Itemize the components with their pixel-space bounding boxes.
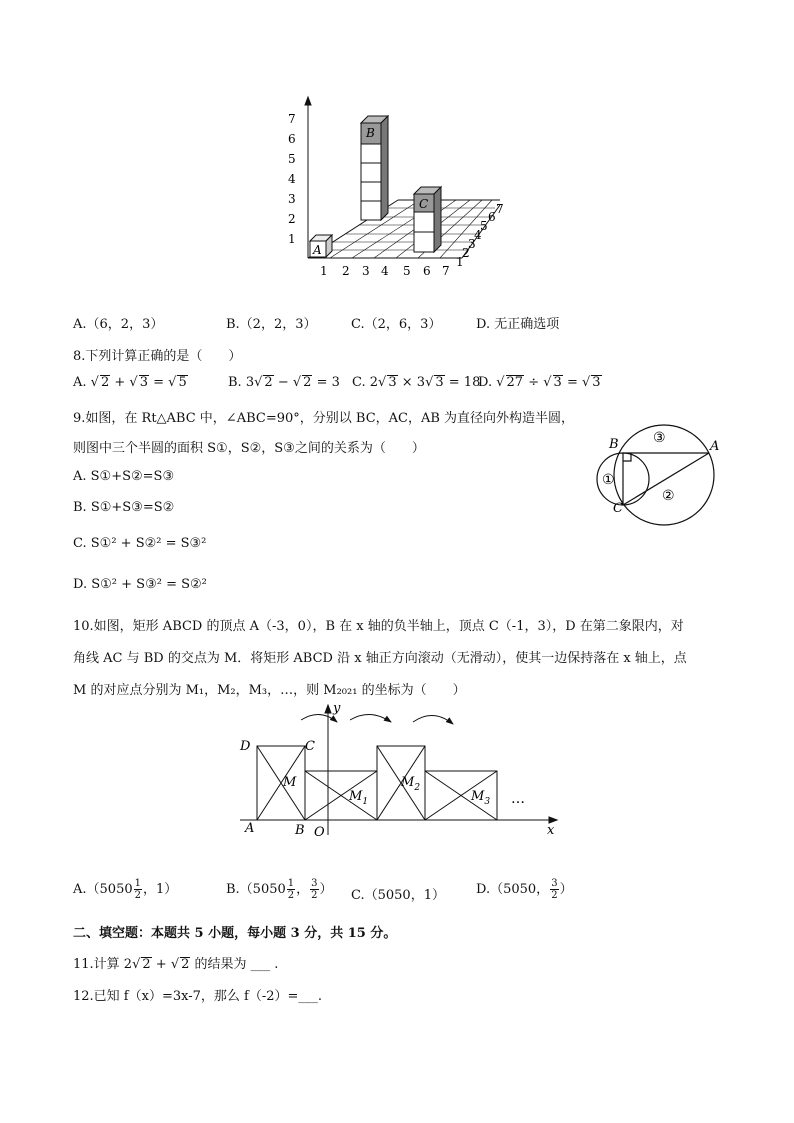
section-2-heading: 二、填空题：本题共 5 小题，每小题 3 分，共 15 分。 xyxy=(73,926,397,941)
d-tick-2: 2 xyxy=(462,246,470,260)
d-tick-1: 1 xyxy=(456,255,464,269)
q11: 11.计算 2√ 2 + √ 2 的结果为 ___ . xyxy=(73,957,279,972)
fig10-label-b: B xyxy=(295,823,305,838)
q11-pre: 11.计算 2 xyxy=(73,957,133,972)
q11-sqrt2a: 2 xyxy=(142,957,151,972)
q8-a-sqrt2: 2 xyxy=(100,375,110,390)
q8-option-a: A. √ 2 + √ 3 = √ 5 xyxy=(73,375,187,390)
x-tick-6: 6 xyxy=(423,264,431,278)
q10-option-b xyxy=(226,878,333,901)
q8-b-minus: − xyxy=(277,375,293,390)
fig10-label-c: C xyxy=(305,739,315,754)
q8-stem: 8.下列计算正确的是（ ） xyxy=(73,349,242,364)
q10-b-pre: B.（5050 xyxy=(226,882,286,897)
q9-d-label: D. xyxy=(73,577,88,592)
label-c: C xyxy=(419,197,429,211)
q10-b-num1: 1 xyxy=(287,878,295,889)
q8-d-label: D. xyxy=(478,375,493,390)
q8-b-expr: 3 xyxy=(245,375,255,390)
q8-d-div: ÷ xyxy=(528,375,544,390)
y-tick-2: 2 xyxy=(288,212,296,226)
q10-option-a xyxy=(73,878,177,901)
fig10-label-m3: $M_3$ xyxy=(471,789,491,807)
fig9-label-a: A xyxy=(710,439,720,454)
q8-b-res: = 3 xyxy=(316,375,340,390)
label-b: B xyxy=(366,126,375,140)
q10-d-num: 3 xyxy=(551,878,558,889)
q8-d-sqrt3b: 3 xyxy=(592,375,601,390)
y-tick-5: 5 xyxy=(288,152,296,166)
q8-c-label: C. xyxy=(352,375,366,390)
y-tick-3: 3 xyxy=(288,192,296,206)
q10-b-frac1 xyxy=(287,878,295,901)
q8-a-label: A. xyxy=(73,375,87,390)
d-tick-3: 3 xyxy=(468,237,476,251)
label-a: A xyxy=(313,243,322,257)
x-tick-2: 2 xyxy=(342,264,350,278)
d-tick-6: 6 xyxy=(488,210,496,224)
q10-b-mid: ， xyxy=(296,882,310,897)
q9-option-c xyxy=(73,536,206,551)
q10-option-c: C.（5050，1） xyxy=(351,888,445,903)
q9-d-expr: S①² + S③² = S②² xyxy=(91,577,207,592)
figure-3d-cubes xyxy=(280,95,520,285)
fig10-label-m: M xyxy=(283,775,297,790)
fig10-label-m1: $M_1$ xyxy=(349,789,369,807)
q8-d-sqrt27: 27 xyxy=(506,375,524,390)
q10-d-den: 2 xyxy=(551,890,558,901)
fig10-label-x: x xyxy=(547,823,555,838)
x-tick-4: 4 xyxy=(381,264,389,278)
q10-line3: M 的对应点分别为 M₁，M₂，M₃，…，则 M₂₀₂₁ 的坐标为（ ） xyxy=(73,683,466,698)
q9-option-d xyxy=(73,577,207,592)
q8-c-sqrt3a: 3 xyxy=(388,375,397,390)
q10-line2: 角线 AC 与 BD 的交点为 M．将矩形 ABCD 沿 x 轴正方向滚动（无滑动），使其一边保持落在 x 轴上，点 xyxy=(73,651,687,666)
q7-option-b: B.（2，2，3） xyxy=(226,317,317,332)
q9-line1: 9.如图，在 Rt△ABC 中，∠ABC=90°，分别以 BC，AC，AB 为直径向外构造半圆， xyxy=(73,411,575,426)
q10-d-frac xyxy=(550,878,558,901)
x-tick-3: 3 xyxy=(362,264,370,278)
q8-d-eq: = xyxy=(566,375,582,390)
q10-a-num: 1 xyxy=(134,878,141,889)
d-tick-4: 4 xyxy=(474,228,482,242)
q8-option-b: B. 3√ 2 − √ 2 = 3 xyxy=(228,375,340,390)
q10-d-pre: D.（5050， xyxy=(476,882,550,897)
fig9-label-b: B xyxy=(609,437,619,452)
q11-plus: + xyxy=(151,957,171,972)
figure-semicircles xyxy=(596,418,726,528)
q7-option-a: A.（6，2，3） xyxy=(73,317,164,332)
q11-sqrt2b: 2 xyxy=(181,957,190,972)
q10-d-post: ） xyxy=(559,882,573,897)
fig10-label-o: O xyxy=(314,825,325,840)
q10-option-d xyxy=(476,878,573,901)
y-tick-4: 4 xyxy=(288,172,296,186)
q10-b-num2: 3 xyxy=(311,878,318,889)
q8-a-sqrt3: 3 xyxy=(139,375,148,390)
q9-option-a: A. S①+S②=S③ xyxy=(73,469,175,484)
q10-a-den: 2 xyxy=(134,890,141,901)
q10-b-post: ） xyxy=(319,882,333,897)
q9-option-b: B. S①+S③=S② xyxy=(73,500,175,515)
q7-option-c: C.（2，6，3） xyxy=(351,317,442,332)
q8-a-eq: = xyxy=(153,375,169,390)
fig9-label-c: C xyxy=(613,501,623,516)
q8-c-a: 2 xyxy=(369,375,379,390)
d-tick-5: 5 xyxy=(480,219,488,233)
d-tick-7: 7 xyxy=(496,202,504,216)
q8-a-sqrt5: 5 xyxy=(178,375,187,390)
fig9-region-3: ③ xyxy=(653,430,666,446)
q8-option-c: C. 2√ 3 × 3√ 3 = 18 xyxy=(352,375,481,390)
q10-b-frac2 xyxy=(310,878,318,901)
y-tick-1: 1 xyxy=(288,232,296,246)
q10-b-den1: 2 xyxy=(287,890,295,901)
x-tick-1: 1 xyxy=(320,264,328,278)
fig10-label-d: D xyxy=(240,739,251,754)
x-tick-5: 5 xyxy=(403,264,411,278)
q8-b-sqrt2a: 2 xyxy=(264,375,273,390)
q8-option-d: D. √ 27 ÷ √ 3 = √ 3 xyxy=(478,375,601,390)
q12: 12.已知 f（x）=3x-7，那么 f（-2）=___. xyxy=(73,989,323,1004)
x-tick-7: 7 xyxy=(442,264,450,278)
y-tick-6: 6 xyxy=(288,132,296,146)
fig10-label-y: y xyxy=(333,701,341,716)
q8-c-res: = 18 xyxy=(448,375,481,390)
q10-a-pre: A.（5050 xyxy=(73,882,133,897)
q8-b-sqrt2b: 2 xyxy=(303,375,312,390)
q10-b-den2: 2 xyxy=(311,890,318,901)
q8-c-sqrt3b: 3 xyxy=(435,375,444,390)
q9-c-label: C. xyxy=(73,536,87,551)
q8-d-sqrt3a: 3 xyxy=(553,375,562,390)
q8-b-label: B. xyxy=(228,375,242,390)
fig10-dots: … xyxy=(511,791,525,807)
q8-c-times: × 3 xyxy=(401,375,426,390)
fig10-label-m2: $M_2$ xyxy=(401,775,421,793)
q10-a-post: ，1） xyxy=(142,882,178,897)
q10-line1: 10.如图，矩形 ABCD 的顶点 A（-3，0），B 在 x 轴的负半轴上，顶点 C（-1，3），D 在第二象限内，对 xyxy=(73,619,684,634)
y-tick-7: 7 xyxy=(288,112,296,126)
q11-post: 的结果为 ___ . xyxy=(190,957,279,972)
fig9-region-1: ① xyxy=(602,472,615,488)
figure-rolling-rectangle xyxy=(235,700,565,840)
q7-option-d: D. 无正确选项 xyxy=(476,317,560,332)
q9-line2: 则图中三个半圆的面积 S①，S②，S③之间的关系为（ ） xyxy=(73,441,425,456)
q10-a-frac xyxy=(134,878,142,901)
fig9-region-2: ② xyxy=(662,488,675,504)
fig10-label-a: A xyxy=(245,821,255,836)
q9-c-expr: S①² + S②² = S③² xyxy=(90,536,207,551)
